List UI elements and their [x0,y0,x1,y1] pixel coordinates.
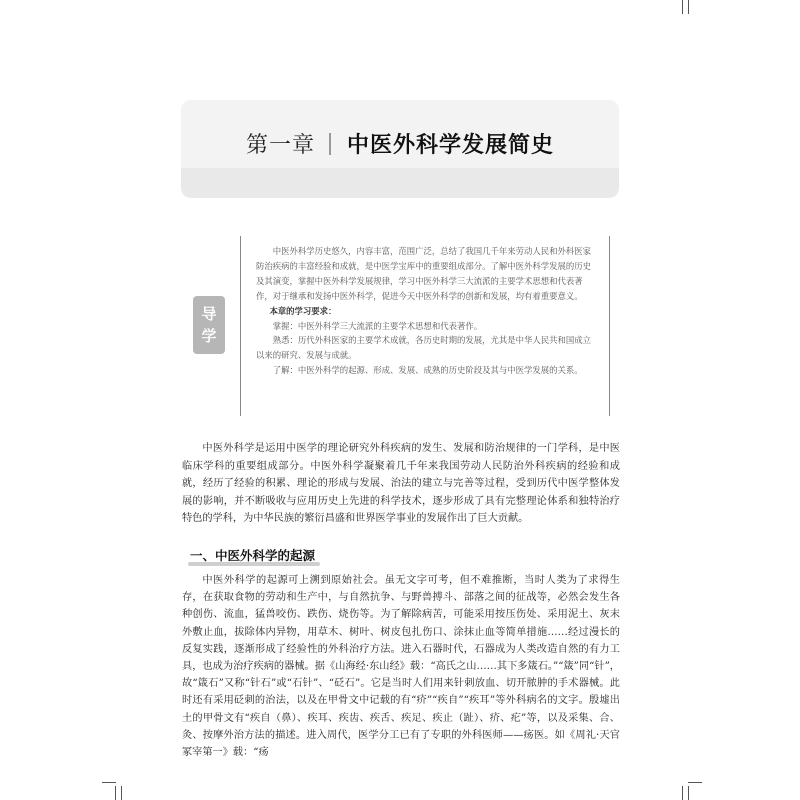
guide-tab [193,296,225,354]
chapter-title [0,128,800,159]
section-heading [190,546,315,564]
crop-mark [682,0,683,14]
guide-text [256,244,596,378]
guide-item: 熟悉：历代外科医家的主要学术成就，各历史时期的发展，尤其是中华人民共和国成立以来的研究、发展与成就。 [256,335,592,361]
chapter-number: 第一章 [245,133,315,158]
crop-mark [682,786,683,800]
body-paragraph-1 [182,440,620,528]
guide-tab-char: 导 [201,305,217,323]
guide-intro: 中医外科学历史悠久，内容丰富，范围广泛，总结了我国几千年来劳动人民和外科医家防治疾病的丰富经验和成就，是中医学宝库中的重要组成部分。了解中医外科学发展的历史及其演变，掌握中医外科学发展规律，学习中医外科学三大流派的主要学术思想和代表著作，对于继承和发扬中医外科学，促进今天中医外科学的创新和发展，均有着重要意义。 [256,246,592,301]
body-paragraph-2 [182,572,620,761]
chapter-name: 中医外科学发展简史 [347,133,555,158]
guide-tab-char: 学 [201,327,217,345]
guide-item: 掌握：中医外科学三大流派的主要学术思想和代表著作。 [272,320,483,331]
crop-mark [102,782,116,783]
crop-mark [688,0,689,14]
section-heading-text: 一、中医外科学的起源 [190,548,316,563]
crop-mark [688,782,702,783]
crop-mark [688,786,689,800]
guide-item: 了解：中医外科学的起源、形成、发展、成熟的历史阶段及其与中医学发展的关系。 [272,365,583,376]
paragraph: 中医外科学是运用中医学的理论研究外科疾病的发生、发展和防治规律的一门学科，是中医临床学科的重要组成部分。中医外科学凝聚着几千年来我国劳动人民防治外科疾病的经验和成就，经历了经验的积累、理论的形成与发展、治法的建立与完善等过程，受到历代中医学整体发展的影响，并不断吸收与应用历史上先进的科学技术，逐步形成了具有完整理论体系和独特治疗特色的学科，为中华民族的繁衍昌盛和世界医学事业的发展作出了巨大贡献。 [182,443,620,525]
guide-requirements-title: 本章的学习要求： [269,305,337,316]
title-divider [329,133,331,155]
paragraph: 中医外科学的起源可上溯到原始社会。虽无文字可考，但不难推断，当时人类为了求得生存，在获取食物的劳动和生产中，与自然抗争、与野兽搏斗、部落之间的征战等，必然会发生各种创伤、流血，猛兽咬伤、跌伤、烧伤等。为了解除病苦，可能采用按压伤处、采用泥土、灰末外敷止血，拔除体内异物，用草木、树叶、树皮包扎伤口、涂抹止血等简单措施……经过漫长的反复实践，逐渐形成了经验性的外科治疗方法。进入石器时代，石器成为人类改造自然的有力工具，也成为治疗疾病的器械。据《山海经·东山经》载：“高氏之山……其下多箴石。”“箴”同“针”，故“箴石”又称“针石”或“石针”、“砭石”。它是当时人们用来针刺放血、切开脓肿的手术器械。此时还有采用砭刺的治法，以及在甲骨文中记载的有“疥”“疾自”“疾耳”等外科病名的文字。殷墟出土的甲骨文有“疾自（鼻）、疾耳、疾齿、疾舌、疾足、疾止（趾）、疥、疕”等，以及采集、合、灸、按摩外治方法的描述。进入周代，医学分工已有了专职的外科医师——疡医。如《周礼·天官冢宰第一》载：“疡 [182,575,620,759]
crop-mark [115,786,116,800]
crop-mark [121,786,122,800]
